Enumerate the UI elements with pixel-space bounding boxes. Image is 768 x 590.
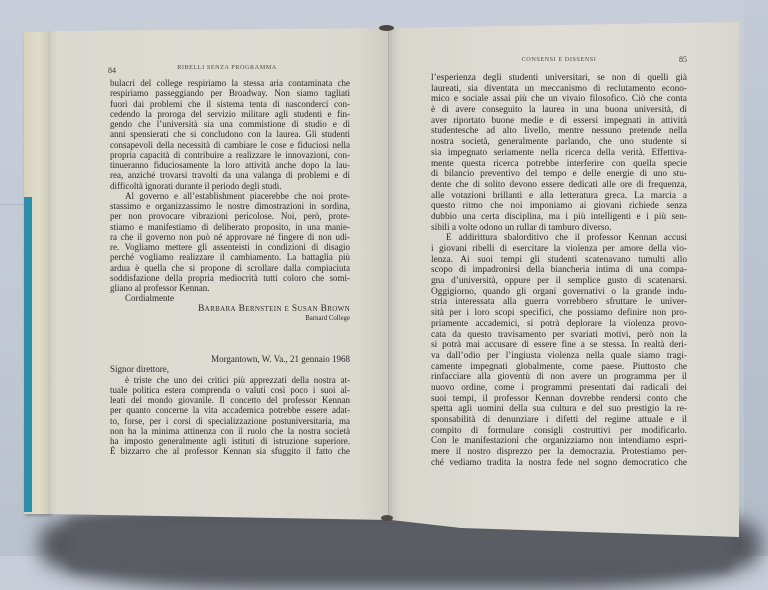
text-line: i giovani ribelli di esercitare la violenza per amore della vio- (431, 244, 687, 254)
text-line: gna d’università, oppure per il semplice gusto di scatenarsi. (431, 276, 687, 287)
letter-1-body (110, 78, 350, 324)
text-line: È addirittura sbalorditivo che il professor Kennan accusi (446, 233, 687, 244)
text-line: per non provocare vibrazioni pericolose. Noi, però, prote- (110, 211, 350, 222)
letter-2-body (110, 354, 350, 457)
letter-signature: Barbara Bernstein e Susan Brown (198, 303, 350, 314)
text-line: priamente accademici, si potrà deplorare la violenza provo- (431, 318, 687, 329)
text-line: alle votazioni brillanti e alla letteratura greca. La marcia a (431, 190, 687, 201)
text-line: laureati, sia diventata un meccanismo di reclutamento econo- (431, 83, 687, 94)
text-line: non ha la minima attinenza con il ruolo che la nostra società (110, 425, 350, 436)
background-edge-line (0, 204, 24, 205)
text-line: l’esperienza degli studenti universitari, se non di quelli già (431, 73, 687, 83)
text-line: aver riportato buone medie e di essersi impegnati in attività (431, 115, 687, 126)
text-line: dubbio una certa disciplina, ma i più intelligenti e i più sen- (431, 211, 687, 222)
text-line: Al governo e all’establishment piacerebbe che noi prote- (125, 190, 350, 201)
text-line: Con le manifestazioni che organizziamo non intendiamo espri- (431, 436, 687, 447)
text-line: gliano al professor Kennan. (110, 283, 210, 293)
text-line: camente impegnati globalmente, come paese. Piuttosto che (431, 361, 687, 372)
text-line: scopo di impadronirsi della biancheria intima di una compa- (431, 265, 687, 276)
text-line: questo ritmo che noi imponiamo ai giovani richiede senza (431, 201, 687, 212)
right-page-body (431, 73, 687, 468)
text-line: anni spensierati che si concludono con la laurea. Gli studenti (110, 129, 350, 140)
text-line: gendo che l’università sia una commistione di studio e di (110, 119, 350, 129)
text-line: stria interessata alla guerra vorrebbero sfruttare le univer- (431, 297, 687, 308)
running-head-right: CONSENSI E DISSENSI (521, 56, 597, 63)
text-line: sità per i loro scopi specifici, che possiamo definire non pro- (431, 308, 687, 319)
text-line: mico e sociale assai più che un vivaio filosofico. Ciò che conta (431, 94, 687, 105)
text-line: fuori dai problemi che il sistema tenta di nasconderci con- (110, 98, 350, 109)
text-line: mere il nostro disprezzo per la democrazia. Protestiamo per- (431, 447, 687, 458)
cover-teal-strip (24, 197, 32, 512)
text-line: cata da questo travisamento per svariati motivi, però non la (431, 329, 687, 340)
text-line: soddisfazione della propria mediocrità tutti coloro che somi- (110, 272, 350, 283)
text-line: suoi tempi, il professor Kennan dovrebbe rendersi conto che (431, 393, 687, 404)
text-line: spetta agli uomini della sua cultura e del suo prestigio la re- (431, 404, 687, 415)
text-line: cedendo la proroga del servizio militare agli studenti e fin- (110, 108, 350, 119)
text-line: lenza. Ai suoi tempi gli studenti scatenavano tumulti allo (431, 254, 687, 265)
text-line: rea, anziché trovarsi travolti da una valanga di problemi e di (110, 170, 350, 181)
letter-dateline: Morgantown, W. Va., 21 gennaio 1968 (211, 354, 350, 364)
text-line: sibili a volte odono un rullar di tamburo diverso. (431, 222, 612, 233)
text-line: Oggigiorno, quando gli organi governativi o la grande indu- (431, 286, 687, 297)
text-line: rinfacciare alla gioventù di non avere un programma per il (431, 372, 687, 383)
text-line: dente che di solito devono essere dedicati alle ore di frequenza, (431, 179, 687, 190)
gutter-fold (388, 30, 389, 518)
binding-thread-mark-top (379, 25, 394, 31)
text-line: propria capacità di contribuire a realizzare le innovazioni, con- (110, 149, 350, 160)
text-line: re. Vogliamo mettere gli assenteisti in condizioni di disagio (110, 242, 350, 252)
binding-thread-mark-bottom (381, 515, 393, 521)
text-line: ra che il governo non può né approvare né fingere di non udi- (110, 231, 350, 242)
text-line: stassimo e organizzassimo le nostre dimostrazioni in sordina, (110, 201, 350, 211)
text-line: tinueranno fiduciosamente la loro attività anche dopo la lau- (110, 160, 350, 170)
page-number-right: 85 (679, 55, 687, 64)
text-line: ché vediamo tradita la nostra fede nel sogno democratico che (431, 457, 687, 468)
text-line: tuale politica estera comprenda o valuti così poco i suoi al- (110, 384, 350, 395)
text-line: va dall’odio per l’ingiusta violenza nella quale siamo tragi- (431, 350, 687, 361)
text-line: di bilancio preventivo del tempo e delle energie di uno stu- (431, 169, 687, 180)
letter-affiliation: Barnard College (305, 314, 350, 322)
text-line: nostra società, generalmente parlando, che uno studente si (431, 137, 687, 148)
text-line: mente questa ricerca potrebbe interferire con quella specie (431, 158, 687, 169)
text-line: leati del mondo giovanile. Il concetto del professor Kennan (110, 395, 350, 405)
text-line: si potrà mai accusare di essere fine a se stessa. In realtà deri- (431, 340, 687, 351)
text-line: è triste che uno dei critici più apprezzati della nostra at- (125, 374, 350, 385)
text-line: ha imposto generalmente agli istituti di istruzione superiore. (110, 436, 350, 446)
text-line: perché vogliamo realizzare il cambiamento. La battaglia più (110, 252, 350, 263)
text-line: nuovo ordine, come i programmi presentati dai radicali dei (431, 382, 687, 393)
letter-salutation: Signor direttore, (110, 364, 169, 375)
text-line: difficoltà ignorati durante il periodo degli studi. (110, 180, 282, 191)
page-number-left: 84 (108, 66, 116, 75)
text-line: respiriamo passeggiando per Broadway. Non siamo tagliati (110, 88, 350, 99)
text-line: compito di formulare consigli costruttivi per modificarlo. (431, 425, 687, 436)
text-line: studentesche ad alto livello, mentre nessuno pretende nella (431, 126, 687, 137)
text-line: ardua è quella che si propone di scrollare dalla compiaciuta (110, 262, 350, 273)
running-head-left: RIBELLI SENZA PROGRAMMA (177, 64, 277, 71)
text-line: consapevoli della necessità di cambiare le cose e fiduciosi nella (110, 139, 350, 150)
text-line: to, forse, per i corsi di specializzazione postuniversitaria, ma (110, 415, 350, 426)
text-line: bulacri del college respiriamo la stessa aria contaminata che (110, 78, 350, 88)
text-line: È bizzarro che al professor Kennan sia sfuggito il fatto che (110, 446, 350, 457)
letter-closing: Cordialmente (125, 293, 174, 304)
text-line: per quanto concerne la vita accademica potrebbe essere adat- (110, 405, 350, 416)
text-line: sia impegnato seriamente nella ricerca della verità. Effettiva- (431, 147, 687, 158)
text-line: è di avere conseguito la laurea in una buona università, di (431, 105, 687, 116)
text-line: stiamo e manifestiamo di deliberato proposito, in una manie- (110, 221, 350, 232)
background-surface (744, 0, 768, 556)
text-line: sponsabilità di denunziare i difetti del regime attuale e il (431, 415, 687, 425)
